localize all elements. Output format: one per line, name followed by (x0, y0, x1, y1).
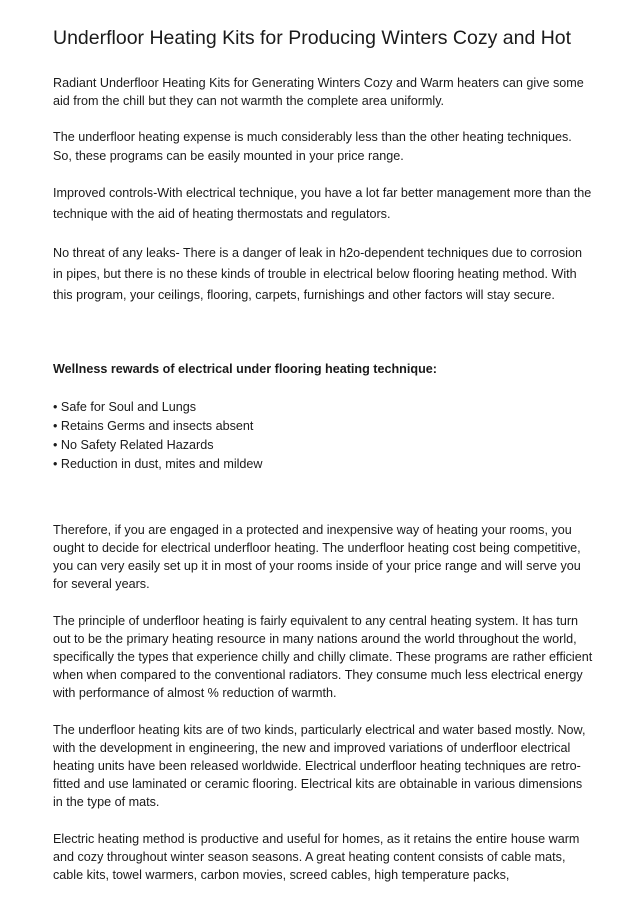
list-item: • Safe for Soul and Lungs (53, 398, 593, 417)
benefits-list (53, 398, 593, 474)
intro-paragraph: Radiant Underfloor Heating Kits for Generating Winters Cozy and Warm heaters can give some aid from the chill but they can not warmth the complete area uniformly. (53, 76, 584, 109)
intro-paragraph: The underfloor heating expense is much considerably less than the other heating techniques. So, these programs can be easily mounted in your price range. (53, 130, 572, 163)
intro-paragraph: No threat of any leaks- There is a danger of leak in h2o-dependent techniques due to corrosion in pipes, but there is no these kinds of trouble in electrical below flooring heating method. With this program, your ceilings, flooring, carpets, furnishings and other factors will stay secure. (53, 245, 583, 302)
benefits-heading: Wellness rewards of electrical under flooring heating technique: (53, 361, 437, 376)
body-paragraph: The underfloor heating kits are of two kinds, particularly electrical and water based mostly. Now, with the development in engineering, the new and improved variations of underfloor electrical heating units have been released worldwide. Electrical underfloor heating techniques are retro-fitted and use laminated or ceramic flooring. Electrical kits are obtainable in various dimensions in the type of mats. (53, 722, 586, 810)
body-paragraph: Therefore, if you are engaged in a protected and inexpensive way of heating your rooms, you ought to decide for electrical underfloor heating. The underfloor heating cost being competitive, you can very easily set up it in most of your rooms inside of your price range and will serve you for several years. (53, 522, 581, 592)
document-page (53, 24, 593, 902)
list-item: • Reduction in dust, mites and mildew (53, 455, 593, 474)
list-item: • Retains Germs and insects absent (53, 417, 593, 436)
intro-paragraph: Improved controls-With electrical technique, you have a lot far better management more than the technique with the aid of heating thermostats and regulators. (53, 185, 592, 221)
body-paragraph: The principle of underfloor heating is fairly equivalent to any central heating system. It has turn out to be the primary heating resource in many nations around the world throughout the world, specifically the types that experience chilly and chilly climate. These programs are rather efficient when when compared to the conventional radiators. They consume much less electrical energy with performance of almost % reduction of warmth. (53, 613, 593, 701)
body-paragraph: Electric heating method is productive and useful for homes, as it retains the entire house warm and cozy throughout winter season seasons. A great heating content consists of cable mats, cable kits, towel warmers, carbon movies, screed cables, high temperature packs, (53, 831, 580, 883)
document-title: Underfloor Heating Kits for Producing Winters Cozy and Hot (53, 27, 572, 49)
list-item: • No Safety Related Hazards (53, 436, 593, 455)
